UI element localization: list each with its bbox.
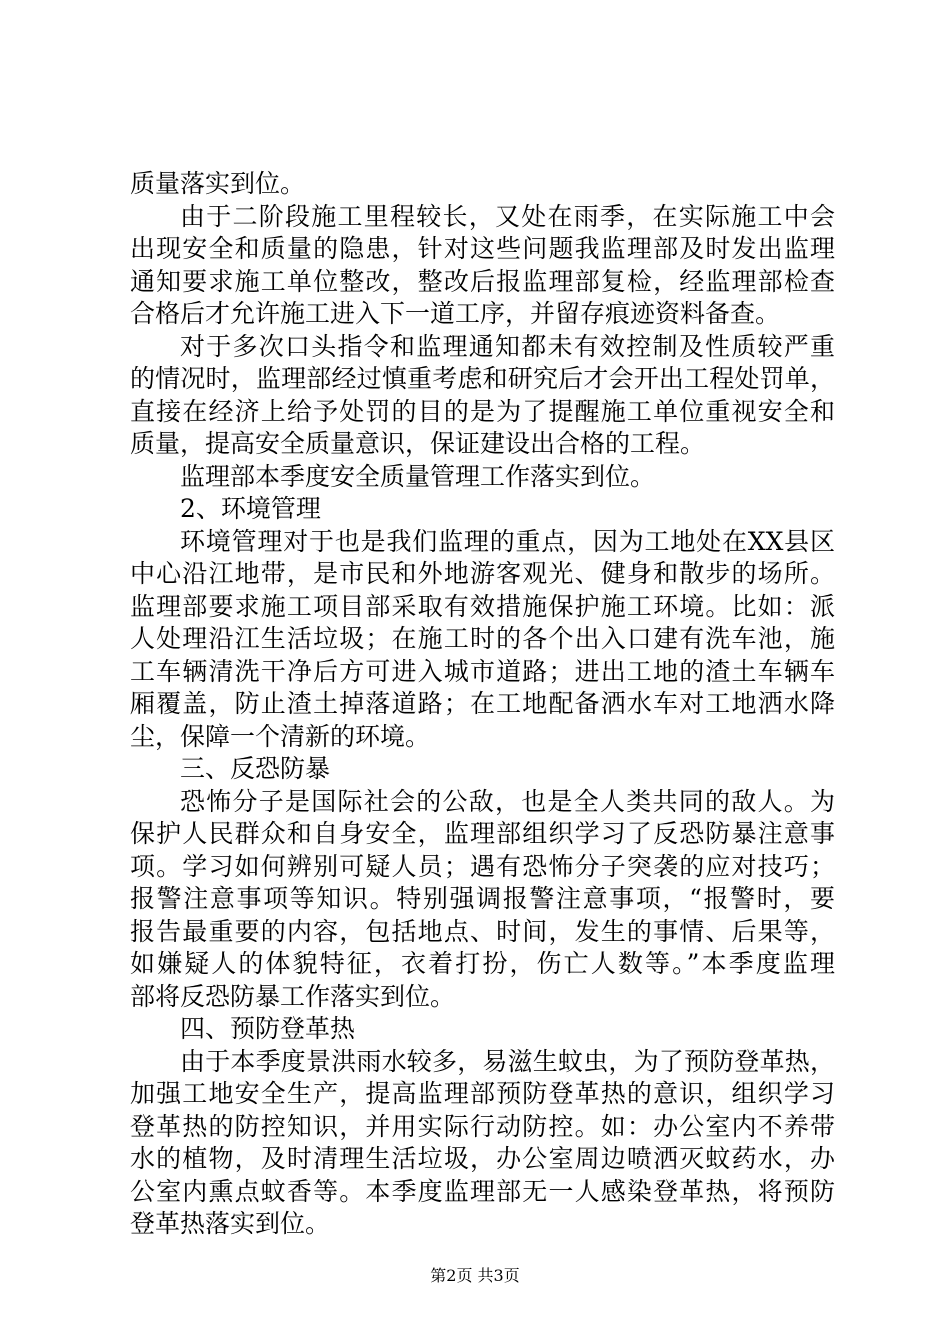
text-line: 环境管理对于也是我们监理的重点，因为工地处在XX县区: [180, 526, 835, 556]
text-line: 中心沿江地带，是市民和外地游客观光、健身和散步的场所。: [130, 559, 835, 588]
text-line: 尘，保障一个清新的环境。: [130, 721, 431, 751]
text-line: 直接在经济上给予处罚的目的是为了提醒施工单位重视安全和: [130, 396, 835, 426]
text-line: 工车辆清洗干净后方可进入城市道路；进出工地的渣土车辆车: [130, 656, 835, 686]
text-line: 登革热的防控知识，并用实际行动防控。如：办公室内不养带: [130, 1111, 835, 1141]
text-line: 厢覆盖，防止渣土掉落道路；在工地配备洒水车对工地洒水降: [130, 689, 835, 718]
text-line: 2、环境管理: [180, 494, 321, 523]
text-line: 项。学习如何辨别可疑人员；遇有恐怖分子突袭的应对技巧；: [130, 851, 835, 881]
text-line: 通知要求施工单位整改，整改后报监理部复检，经监理部检查: [130, 266, 835, 296]
text-line: 质量，提高安全质量意识，保证建设出合格的工程。: [130, 429, 706, 458]
text-line: 监理部本季度安全质量管理工作落实到位。: [180, 461, 656, 491]
text-line: 保护人民群众和自身安全，监理部组织学习了反恐防暴注意事: [130, 819, 835, 848]
text-line: 恐怖分子是国际社会的公敌，也是全人类共同的敌人。为: [180, 786, 835, 816]
text-line: 三、反恐防暴: [180, 754, 331, 783]
text-line: 出现安全和质量的隐患，针对这些问题我监理部及时发出监理: [130, 234, 835, 263]
text-line: 由于二阶段施工里程较长，又处在雨季，在实际施工中会: [180, 201, 835, 231]
text-line: 部将反恐防暴工作落实到位。: [130, 981, 456, 1011]
text-line: 登革热落实到位。: [130, 1209, 331, 1238]
page-footer: [0, 1266, 950, 1286]
text-line: 合格后才允许施工进入下一道工序，并留存痕迹资料备查。: [130, 299, 781, 328]
text-line: 人处理沿江生活垃圾；在施工时的各个出入口建有洗车池，施: [130, 624, 835, 653]
text-line: 报警注意事项等知识。特别强调报警注意事项，“报警时，要: [130, 884, 835, 913]
document-body: [130, 168, 835, 1241]
page-total: 共3页: [477, 1266, 520, 1285]
text-line: 加强工地安全生产，提高监理部预防登革热的意识，组织学习: [130, 1079, 835, 1108]
text-line: 四、预防登革热: [180, 1014, 356, 1043]
text-line: 如嫌疑人的体貌特征，衣着打扮，伤亡人数等。”本季度监理: [130, 949, 835, 978]
text-line: 由于本季度景洪雨水较多，易滋生蚊虫，为了预防登革热，: [180, 1046, 835, 1076]
text-line: 质量落实到位。: [130, 169, 306, 198]
text-line: 对于多次口头指令和监理通知都未有效控制及性质较严重: [180, 331, 835, 361]
text-line: 报告最重要的内容，包括地点、时间，发生的事情、后果等，: [130, 916, 835, 946]
page-number: 第2页: [430, 1266, 473, 1285]
text-line: 公室内熏点蚊香等。本季度监理部无一人感染登革热，将预防: [130, 1176, 835, 1206]
text-line: 的情况时，监理部经过慎重考虑和研究后才会开出工程处罚单，: [130, 364, 835, 393]
text-line: 水的植物，及时清理生活垃圾，办公室周边喷洒灭蚊药水，办: [130, 1144, 835, 1173]
text-line: 监理部要求施工项目部采取有效措施保护施工环境。比如：派: [130, 591, 835, 621]
